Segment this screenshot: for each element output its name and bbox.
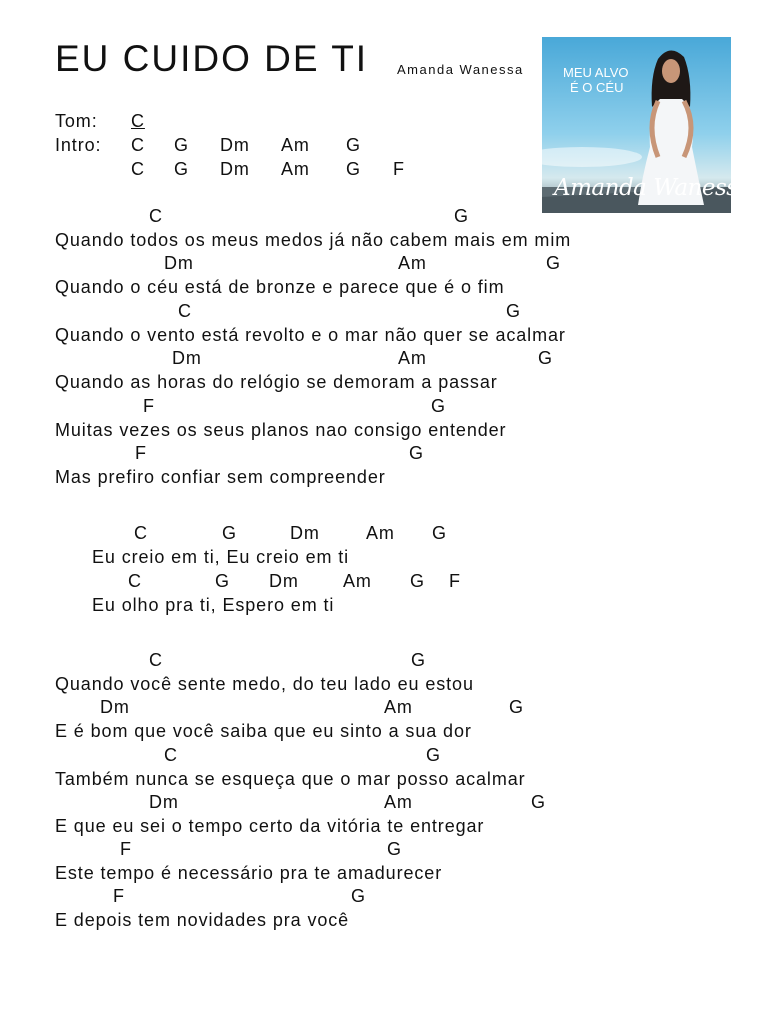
lyric-line: Quando o vento está revolto e o mar não quer se acalmar — [55, 325, 566, 345]
chord: Dm — [100, 697, 130, 717]
chord: G — [222, 523, 237, 543]
lyric-line: Quando você sente medo, do teu lado eu estou — [55, 674, 474, 694]
chord: Am — [343, 571, 372, 591]
lyric-line: Quando o céu está de bronze e parece que é o fim — [55, 277, 505, 297]
chord: F — [113, 886, 125, 906]
chord: Dm — [164, 253, 194, 273]
chord: Dm — [149, 792, 179, 812]
chord: G — [546, 253, 561, 273]
artist-name: Amanda Wanessa — [397, 62, 524, 77]
intro-chord: Dm — [220, 135, 250, 155]
chord: Am — [366, 523, 395, 543]
song-title: EU CUIDO DE TI — [55, 38, 369, 79]
chord: Am — [384, 697, 413, 717]
chord: F — [120, 839, 132, 859]
intro-chord: G — [174, 159, 189, 179]
chord: Am — [398, 348, 427, 368]
chord: C — [128, 571, 142, 591]
lyric-line: Muitas vezes os seus planos nao consigo entender — [55, 420, 507, 440]
chord: F — [135, 443, 147, 463]
chord: G — [509, 697, 524, 717]
lyric-line: Eu creio em ti, Eu creio em ti — [92, 547, 350, 567]
intro-chord: G — [346, 159, 361, 179]
chord: Dm — [290, 523, 320, 543]
intro-chord: G — [346, 135, 361, 155]
cover-signature: Amanda Wanessa — [554, 175, 751, 201]
cover-title-line-2: É O CÉU — [570, 80, 624, 95]
chord: G — [454, 206, 469, 226]
chord: G — [409, 443, 424, 463]
intro-chord: G — [174, 135, 189, 155]
key-label: Tom: — [55, 111, 98, 131]
chord: G — [426, 745, 441, 765]
album-cover-image — [542, 37, 751, 213]
chord: G — [506, 301, 521, 321]
intro-chord: Am — [281, 135, 310, 155]
intro-chord: C — [131, 159, 145, 179]
lyric-line: Mas prefiro confiar sem compreender — [55, 467, 386, 487]
chord: G — [351, 886, 366, 906]
chord: G — [531, 792, 546, 812]
chord: G — [387, 839, 402, 859]
lyric-line: E depois tem novidades pra você — [55, 910, 350, 930]
chord: G — [215, 571, 230, 591]
intro-chord: F — [393, 159, 405, 179]
chord: G — [431, 396, 446, 416]
lyric-line: E que eu sei o tempo certo da vitória te entregar — [55, 816, 485, 836]
intro-label: Intro: — [55, 135, 102, 155]
intro-chord: C — [131, 135, 145, 155]
chord: G — [432, 523, 447, 543]
chord: C — [149, 206, 163, 226]
chord: Dm — [269, 571, 299, 591]
intro-chord: Dm — [220, 159, 250, 179]
lyric-line: Eu olho pra ti, Espero em ti — [92, 595, 335, 615]
chord: Am — [384, 792, 413, 812]
chord: F — [449, 571, 461, 591]
chord: G — [538, 348, 553, 368]
key-value: C — [131, 111, 145, 131]
chord: G — [410, 571, 425, 591]
chord: Am — [398, 253, 427, 273]
intro-chord: Am — [281, 159, 310, 179]
lyric-line: E é bom que você saiba que eu sinto a sua dor — [55, 721, 472, 741]
chord: C — [134, 523, 148, 543]
chord: F — [143, 396, 155, 416]
chord: C — [178, 301, 192, 321]
chord: Dm — [172, 348, 202, 368]
chord: C — [164, 745, 178, 765]
chord: G — [411, 650, 426, 670]
lyric-line: Também nunca se esqueça que o mar posso acalmar — [55, 769, 526, 789]
chord: C — [149, 650, 163, 670]
lyric-line: Quando todos os meus medos já não cabem mais em mim — [55, 230, 572, 250]
lyric-line: Este tempo é necessário pra te amadurecer — [55, 863, 443, 883]
cover-title-line-1: MEU ALVO — [563, 65, 629, 80]
lyric-line: Quando as horas do relógio se demoram a passar — [55, 372, 498, 392]
